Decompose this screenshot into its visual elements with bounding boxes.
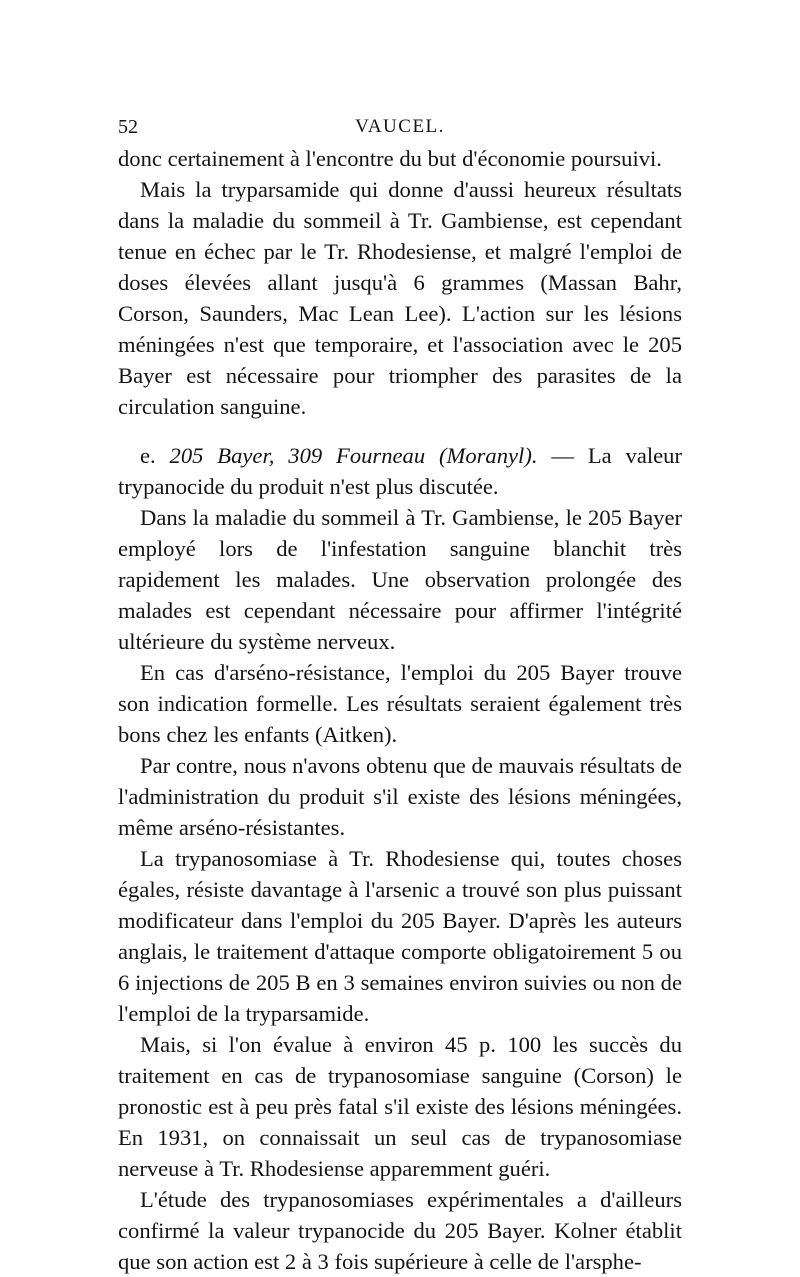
paragraph-prognosis: Mais, si l'on évalue à environ 45 p. 100 les succès du traitement en cas de trypanosomiase sanguine (Corson) le pronostic est à peu près fatal s'il existe des lésions méningées. En 1931, on connaissait un seul cas de trypanosomiase nerveuse à Tr. Rhodesiense apparemment guéri. (118, 1032, 682, 1181)
paragraph-meningeal-lesions: Par contre, nous n'avons obtenu que de mauvais résultats de l'administration du produit s'il existe des lésions méningées, même arséno-résistantes. (118, 753, 682, 840)
section-heading-text: — La valeur trypanocide du produit n'est plus discutée. (118, 443, 682, 499)
paragraph-rhodesiense: La trypanosomiase à Tr. Rhodesiense qui, toutes choses égales, résiste davantage à l'arsenic a trouvé son plus puissant modificateur dans l'emploi du 205 Bayer. D'après les auteurs anglais, le traitement d'attaque comporte obligatoirement 5 ou 6 injections de 205 B en 3 semaines environ suivies ou non de l'emploi de la tryparsamide. (118, 846, 682, 1026)
body-text (118, 143, 682, 1277)
page-number: 52 (118, 116, 138, 138)
section-letter: e. (140, 443, 170, 468)
paragraph-tryparsamide: Mais la tryparsamide qui donne d'aussi heureux résultats dans la maladie du sommeil à Tr. Gambiense, est cependant tenue en échec par le Tr. Rhodesiense, et malgré l'emploi de doses élevées allant jusqu'à 6 grammes (Massan Bahr, Corson, Saunders, Mac Lean Lee). L'action sur les lésions méningées n'est que temporaire, et l'association avec le 205 Bayer est nécessaire pour triompher des parasites de la circulation sanguine. (118, 177, 682, 419)
paragraph-arseno-resistance: En cas d'arséno-résistance, l'emploi du 205 Bayer trouve son indication formelle. Les résultats seraient également très bons chez les enfants (Aitken). (118, 660, 682, 747)
paragraph-experimental: L'étude des trypanosomiases expérimentales a d'ailleurs confirmé la valeur trypanocide du 205 Bayer. Kolner établit que son action est 2 à 3 fois supérieure à celle de l'arsphe- (118, 1187, 682, 1274)
section-title: 205 Bayer, 309 Fourneau (Moranyl). (169, 443, 538, 468)
paragraph-gambiense: Dans la maladie du sommeil à Tr. Gambiense, le 205 Bayer employé lors de l'infestation sanguine blanchit très rapidement les malades. Une observation prolongée des malades est cependant nécessaire pour affirmer l'intégrité ultérieure du système nerveux. (118, 505, 682, 654)
section-heading-paragraph (118, 440, 682, 502)
running-title: VAUCEL. (355, 116, 445, 137)
paragraph-continuation: donc certainement à l'encontre du but d'économie poursuivi. (118, 146, 662, 171)
running-header (118, 116, 682, 140)
